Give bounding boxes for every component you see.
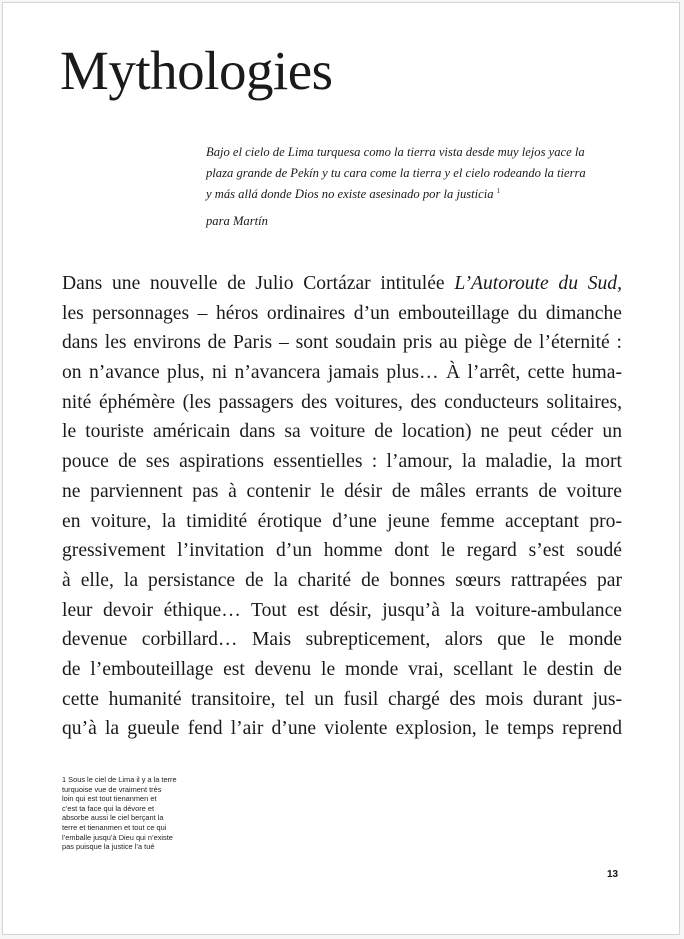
body-line: qu’à la gueule fend l’air d’une violente explosion, le temps reprend — [62, 718, 622, 740]
epigraph-line-text: y más allá donde Dios no existe asesinado por la justicia — [206, 187, 494, 201]
body-line — [62, 269, 622, 299]
footnote-marker: 1 — [496, 186, 501, 195]
footnote — [62, 775, 202, 852]
footnote-line: 1 Sous le ciel de Lima il y a la terre — [62, 775, 177, 784]
body-line: leur devoir éthique… Tout est désir, jusqu’à la voiture-ambulance — [62, 599, 622, 621]
body-line: les personnages – héros ordinaires d’un embouteillage du dimanche — [62, 302, 622, 324]
epigraph-line: Bajo el cielo de Lima turquesa como la tierra vista desde muy lejos yace la — [206, 145, 585, 159]
body-line: le touriste américain dans sa voiture de location) ne peut céder un — [62, 421, 622, 443]
body-line: nité éphémère (les passagers des voitures, des conducteurs solitaires, — [62, 391, 622, 413]
epigraph — [206, 142, 626, 205]
body-line: pouce de ses aspirations essentielles : l’amour, la maladie, la mort — [62, 451, 622, 473]
epigraph-line: plaza grande de Pekín y tu cara come la tierra y el cielo rodeando la tierra — [206, 166, 586, 180]
body-line: on n’avance plus, ni n’avancera jamais plus… À l’arrêt, cette huma- — [62, 362, 622, 384]
epigraph-line — [206, 184, 626, 205]
body-line: ne parviennent pas à contenir le désir de mâles errants de voiture — [62, 480, 622, 502]
document-page — [2, 2, 680, 935]
body-line: devenue corbillard… Mais subrepticement, alors que le monde — [62, 629, 622, 651]
book-title-italic: L’Autoroute du Sud, — [454, 273, 622, 294]
footnote-line: terre et tienanmen et tout ce qui — [62, 822, 167, 832]
body-line: en voiture, la timidité érotique d’une jeune femme acceptant pro- — [62, 510, 622, 532]
body-line: cette humanité transitoire, tel un fusil chargé des mois durant jus- — [62, 688, 622, 710]
footnote-line: c’est ta face qui la dévore et — [62, 803, 155, 813]
page-number: 13 — [607, 869, 619, 880]
body-line: gressivement l’invitation d’un homme dont le regard s’est soudé — [62, 540, 622, 562]
dedication: para Martín — [206, 214, 268, 228]
footnote-line: absorbe aussi le ciel berçant la — [62, 813, 164, 823]
body-line-text: Dans une nouvelle de Julio Cortázar intitulée — [62, 273, 455, 294]
page-title: Mythologies — [60, 40, 333, 101]
body-line: de l’embouteillage est devenu le monde vrai, scellant le destin de — [62, 658, 622, 680]
footnote-line: l’emballe jusqu’à Dieu qui n’existe — [62, 832, 173, 842]
footnote-line: turquoise vue de vraiment très — [62, 784, 162, 794]
body-line: à elle, la persistance de la charité de bonnes sœurs rattrapées par — [62, 569, 622, 591]
footnote-line: loin qui est tout tienanmen et — [62, 794, 157, 804]
footnote-line: pas puisque la justice l’a tué — [62, 842, 155, 852]
body-paragraph — [62, 269, 622, 744]
body-line: dans les environs de Paris – sont soudain pris au piège de l’éternité : — [62, 332, 622, 354]
